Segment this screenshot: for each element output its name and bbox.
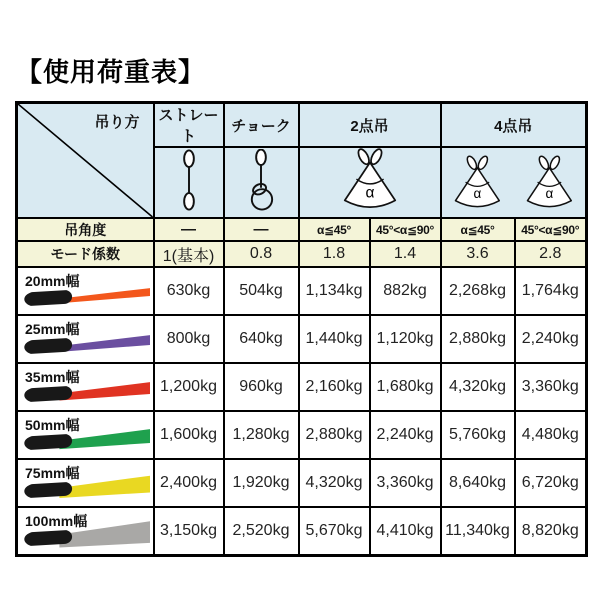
load-value: 4,480kg (515, 411, 587, 459)
load-value: 4,320kg (441, 363, 515, 411)
load-value: 1,280kg (224, 411, 299, 459)
width-label: 35mm幅 (25, 369, 80, 385)
load-value: 800kg (154, 315, 224, 363)
table-row (17, 363, 587, 411)
load-value: 2,240kg (515, 315, 587, 363)
load-value: 5,760kg (441, 411, 515, 459)
column-header-two-point: 2点吊 (299, 103, 441, 148)
alpha-symbol: α (365, 184, 374, 202)
mode-row (17, 241, 587, 267)
column-header-straight: ストレート (154, 103, 224, 148)
mode-value: 1(基本) (154, 241, 224, 267)
load-value: 3,360kg (515, 363, 587, 411)
load-value: 1,600kg (154, 411, 224, 459)
choke-icon-cell (224, 147, 299, 218)
column-header-choke: チョーク (224, 103, 299, 148)
table-row (17, 315, 587, 363)
sling-cell (17, 267, 154, 315)
load-value: 2,880kg (441, 315, 515, 363)
alpha-symbol: α (472, 185, 481, 201)
sling-cell (17, 315, 154, 363)
sling-cell (17, 507, 154, 555)
alpha-symbol: α (545, 185, 554, 201)
mode-value: 1.4 (370, 241, 441, 267)
load-value: 640kg (224, 315, 299, 363)
straight-icon-cell (154, 147, 224, 218)
load-value: 3,150kg (154, 507, 224, 555)
load-value: 1,120kg (370, 315, 441, 363)
load-value: 1,200kg (154, 363, 224, 411)
angle-value: 45°<α≦90° (515, 218, 587, 241)
sling-cell (17, 459, 154, 507)
header-row (17, 103, 587, 148)
mode-value: 0.8 (224, 241, 299, 267)
corner-cell (17, 103, 154, 219)
load-value: 6,720kg (515, 459, 587, 507)
load-value: 2,520kg (224, 507, 299, 555)
sling-cell (17, 411, 154, 459)
angle-value: α≦45° (441, 218, 515, 241)
mode-value: 3.6 (441, 241, 515, 267)
sling-cell (17, 363, 154, 411)
angle-value: — (154, 218, 224, 241)
load-value: 882kg (370, 267, 441, 315)
load-value: 8,640kg (441, 459, 515, 507)
basket-angle-icon (442, 151, 513, 215)
corner-label: 吊り方 (94, 114, 140, 131)
load-capacity-table (15, 101, 588, 557)
angle-value: 45°<α≦90° (370, 218, 441, 241)
sling-image (20, 329, 150, 361)
angle-value: α≦45° (299, 218, 370, 241)
mode-value: 2.8 (515, 241, 587, 267)
basket-angle-icon (514, 151, 585, 215)
page-title: 【使用荷重表】 (16, 57, 206, 87)
angle-row (17, 218, 587, 241)
column-header-four-point: 4点吊 (441, 103, 587, 148)
table-row (17, 507, 587, 555)
mode-value: 1.8 (299, 241, 370, 267)
angle-row-label: 吊角度 (17, 218, 154, 241)
load-value: 1,764kg (515, 267, 587, 315)
width-label: 75mm幅 (25, 465, 80, 481)
straight-sling-icon (174, 149, 204, 211)
sling-image (20, 473, 150, 505)
load-value: 2,160kg (299, 363, 370, 411)
load-value: 4,320kg (299, 459, 370, 507)
load-value: 1,134kg (299, 267, 370, 315)
width-label: 100mm幅 (25, 513, 88, 529)
angle-value: — (224, 218, 299, 241)
load-value: 2,880kg (299, 411, 370, 459)
sling-image (20, 281, 150, 313)
load-value: 5,670kg (299, 507, 370, 555)
width-label: 25mm幅 (25, 321, 80, 337)
load-value: 8,820kg (515, 507, 587, 555)
load-value: 2,268kg (441, 267, 515, 315)
load-value: 2,400kg (154, 459, 224, 507)
sling-image (20, 521, 150, 553)
basket-angle-icon (328, 148, 412, 212)
table-row (17, 411, 587, 459)
load-value: 1,920kg (224, 459, 299, 507)
load-value: 4,410kg (370, 507, 441, 555)
load-value: 630kg (154, 267, 224, 315)
load-value: 960kg (224, 363, 299, 411)
table-row (17, 459, 587, 507)
sling-image (20, 425, 150, 457)
mode-row-label: モード係数 (17, 241, 154, 267)
width-label: 50mm幅 (25, 417, 80, 433)
load-value: 2,240kg (370, 411, 441, 459)
choke-sling-icon (244, 149, 278, 211)
two-point-icon-cell (299, 147, 441, 218)
table-row (17, 267, 587, 315)
load-value: 504kg (224, 267, 299, 315)
width-label: 20mm幅 (25, 273, 80, 289)
sling-image (20, 377, 150, 409)
load-value: 3,360kg (370, 459, 441, 507)
load-value: 11,340kg (441, 507, 515, 555)
load-value: 1,440kg (299, 315, 370, 363)
load-value: 1,680kg (370, 363, 441, 411)
four-point-icon-cell (441, 147, 587, 218)
